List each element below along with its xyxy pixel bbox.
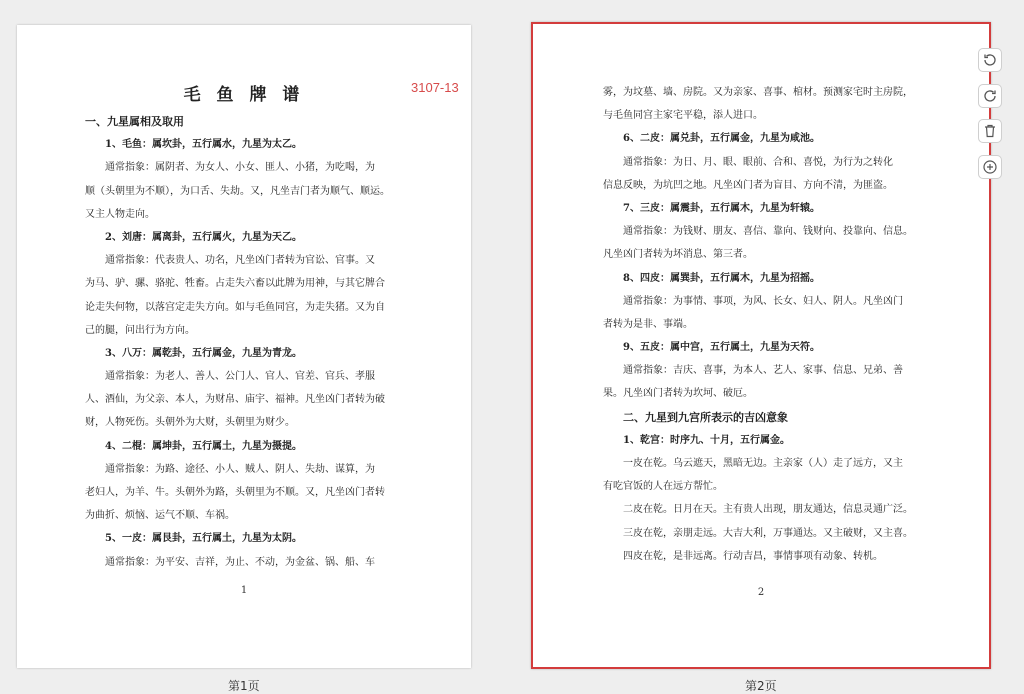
- delete-button[interactable]: [978, 119, 1002, 143]
- page-2-content: [603, 81, 923, 568]
- text-line: 4、二棍：属坤卦，五行属土，九星为摄提。: [105, 440, 302, 452]
- text-line: 通常指象：吉庆、喜事，为本人、艺人、家事、信息、兄弟、善: [623, 365, 903, 377]
- document-title: 毛 鱼 牌 谱: [183, 85, 305, 105]
- text-line: 雾，为坟墓、墙、房院。又为亲家、喜事、棺材。预测家宅时主房院，: [603, 87, 913, 98]
- document-page-1[interactable]: [17, 25, 471, 668]
- document-page-2-selected[interactable]: [531, 22, 991, 669]
- text-line: 信息反映，为坑凹之地。凡坐凶门者为盲目、方向不清，为匪盗。: [603, 179, 893, 191]
- text-line: 三皮在乾，亲朋走远。大吉大利，万事通达。又主破财，又主喜。: [623, 527, 913, 539]
- text-line: 通常指象：代表贵人、功名，凡坐凶门者转为官讼、官事。又: [105, 255, 375, 267]
- document-stamp: 3107-13: [411, 80, 459, 95]
- text-line: 7、三皮：属震卦，五行属木，九星为轩辕。: [623, 202, 820, 214]
- text-line: 己的腿，问出行为方向。: [85, 324, 195, 336]
- text-line: 与毛鱼同宫主家宅平稳，添人进口。: [603, 110, 763, 122]
- text-line: 有吃官饭的人在远方帮忙。: [603, 481, 723, 493]
- text-line: 一、九星属相及取用: [85, 115, 184, 128]
- text-line: 人、酒仙，为父亲、本人，为财帛、庙宇、福神。凡坐凶门者转为破: [85, 394, 385, 406]
- text-line: 通常指象：为事情、事项，为风、长女、妇人、阴人。凡坐凶门: [623, 295, 903, 307]
- text-line: 1、毛鱼：属坎卦，五行属水，九星为太乙。: [105, 139, 302, 151]
- rotate-right-icon: [982, 88, 998, 104]
- text-line: 通常指象：为老人、善人、公门人、官人、官差、官兵、孝服: [105, 371, 375, 383]
- text-line: 通常指象：为日、月、眼、眼前、合和、喜悦，为行为之转化: [623, 156, 893, 168]
- add-icon: [982, 159, 998, 175]
- text-line: 通常指象：属阴者、为女人、小女、匪人、小猪，为吃喝，为: [105, 162, 375, 174]
- add-button[interactable]: [978, 155, 1002, 179]
- text-line: 通常指象：为路、途径、小人、贼人、阴人、失劫、谋算，为: [105, 463, 375, 475]
- page-number: 2: [757, 587, 765, 598]
- text-line: 二皮在乾。日月在天。主有贵人出现，朋友通达，信息灵通广泛。: [623, 504, 913, 516]
- text-line: 老妇人，为羊、牛。头朝外为路，头朝里为不顺。又，凡坐凶门者转: [85, 487, 385, 498]
- delete-icon: [982, 123, 998, 139]
- text-line: 果。凡坐凶门者转为坎坷、破厄。: [603, 388, 753, 400]
- text-line: 3、八万：属乾卦，五行属金，九星为青龙。: [105, 347, 302, 359]
- text-line: 6、二皮：属兑卦，五行属金，九星为咸池。: [623, 133, 820, 145]
- text-line: 5、一皮：属艮卦，五行属土，九星为太阴。: [105, 533, 302, 545]
- text-line: 者转为是非、事端。: [603, 318, 693, 330]
- page-label-1: 第1页: [228, 679, 260, 693]
- text-line: 凡坐凶门者转为坏消息、第三者。: [603, 249, 753, 261]
- page-1-content: [85, 79, 403, 574]
- text-line: 二、九星到九宫所表示的吉凶意象: [623, 410, 788, 424]
- rotate-left-icon: [982, 52, 998, 68]
- rotate-left-button[interactable]: [978, 48, 1002, 72]
- text-line: 通常指象：为钱财、朋友、喜信、靠向、钱财向、投靠向、信息。: [623, 226, 913, 238]
- text-line: 1、乾宫：时序九、十月，五行属金。: [623, 434, 790, 446]
- text-line: 又主人物走向。: [85, 208, 155, 220]
- text-line: 8、四皮：属巽卦，五行属木，九星为招摇。: [623, 272, 820, 284]
- page-number: 1: [240, 585, 248, 596]
- text-line: 一皮在乾。乌云遮天，黑暗无边。主亲家（人）走了远方，又主: [623, 458, 903, 469]
- text-line: 四皮在乾，是非远离。行动吉昌，事情事项有动象、转机。: [623, 550, 883, 562]
- text-line: 为曲折、烦恼、运气不顺、车祸。: [85, 510, 235, 522]
- text-line: 顺（头朝里为不顺），为口舌、失劫。又，凡坐吉门者为顺气、顺运。: [85, 185, 390, 197]
- rotate-right-button[interactable]: [978, 84, 1002, 108]
- page-label-2: 第2页: [745, 679, 777, 693]
- page-2-lines: [603, 81, 923, 568]
- text-line: 财，人物死伤。头朝外为大财，头朝里为财少。: [85, 417, 295, 429]
- text-line: 通常指象：为平安、吉祥，为止、不动，为金盆、锅、船、车: [105, 556, 375, 568]
- text-line: 为马、驴、骡、骆驼、牲畜。占走失六畜以此牌为用神，与其它牌合: [85, 278, 385, 290]
- text-line: 2、刘唐：属离卦，五行属火，九星为天乙。: [105, 231, 302, 243]
- page-1-lines: [85, 110, 403, 574]
- text-line: 9、五皮：属中宫，五行属土，九星为天符。: [623, 342, 820, 354]
- text-line: 论走失何物，以落宫定走失方向。如与毛鱼同宫，为走失猪。又为自: [85, 301, 385, 313]
